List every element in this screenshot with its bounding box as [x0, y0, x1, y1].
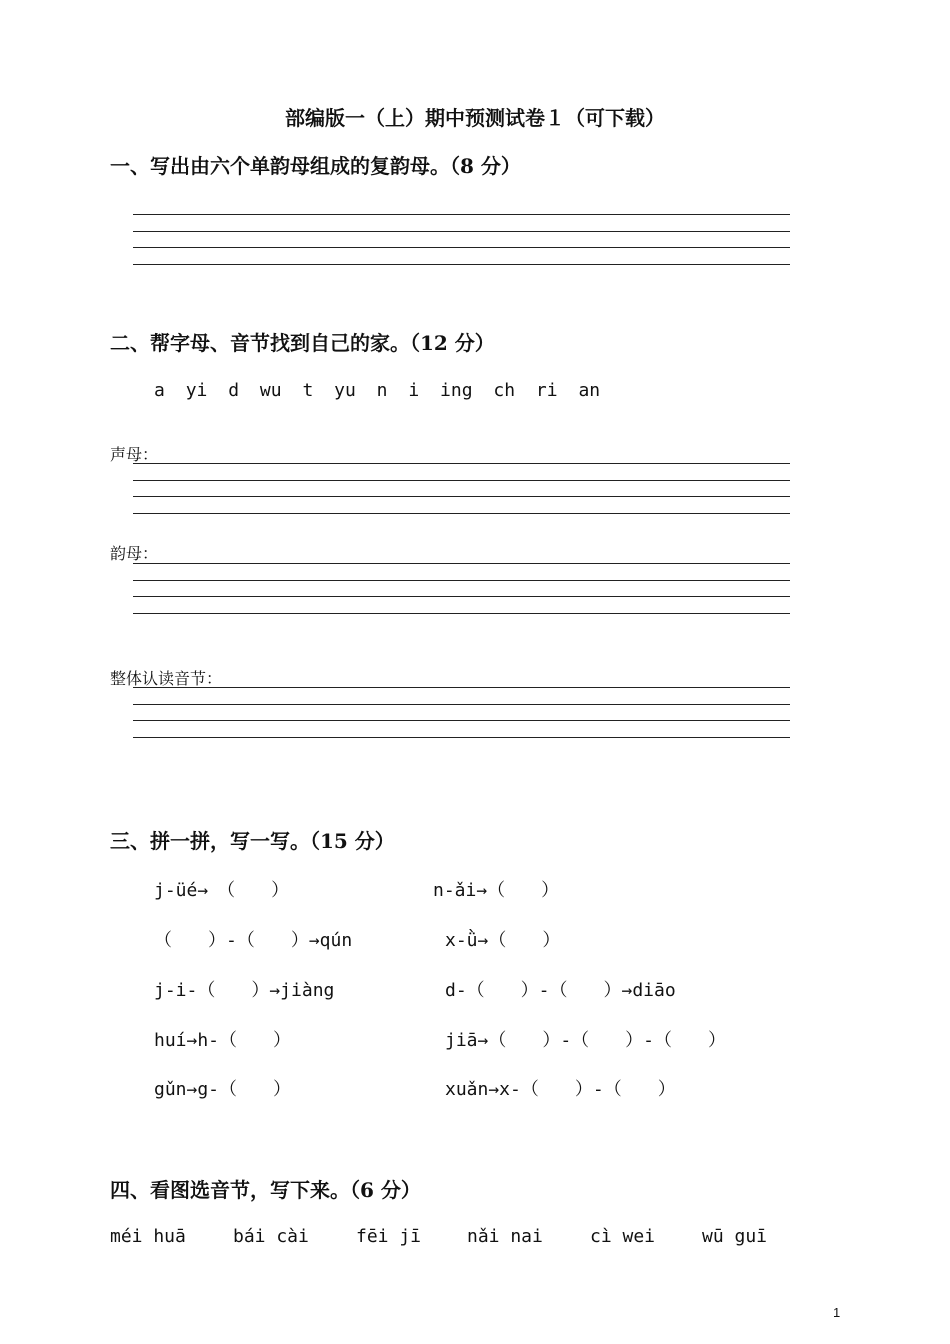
- answer-line: [133, 463, 790, 464]
- letter-item: n: [376, 380, 388, 401]
- exercise-right-1: n-ǎi→（ ）: [433, 880, 560, 901]
- answer-line: [133, 687, 790, 688]
- letter-list: [154, 380, 610, 401]
- exercise-left-5: gǔn→g-（ ）: [154, 1079, 292, 1100]
- letter-item: t: [302, 380, 314, 401]
- syllable-option: fēi jī: [356, 1226, 422, 1247]
- yunmu-label: 韵母：: [110, 544, 159, 563]
- exercise-right-3: d-（ ）-（ ）→diāo: [445, 980, 676, 1001]
- answer-line: [133, 513, 790, 514]
- answer-line: [133, 496, 790, 497]
- exercise-left-3: j-i-（ ）→jiàng: [154, 980, 335, 1001]
- letter-item: ch: [493, 380, 516, 401]
- section-4-heading: 四、看图选音节，写下来。（6 分）: [110, 1178, 421, 1202]
- answer-line: [133, 480, 790, 481]
- section-2-heading: 二、帮字母、音节找到自己的家。（12 分）: [110, 331, 495, 355]
- answer-line: [133, 247, 790, 248]
- letter-item: ri: [535, 380, 558, 401]
- syllable-option: méi huā: [110, 1226, 186, 1247]
- exercise-left-2: （ ）-（ ）→qún: [154, 930, 353, 951]
- exercise-right-4: jiā→（ ）-（ ）-（ ）: [445, 1030, 727, 1051]
- answer-line: [133, 613, 790, 614]
- letter-item: d: [228, 380, 240, 401]
- syllable-option: bái cài: [233, 1226, 309, 1247]
- shengmu-label: 声母：: [110, 445, 159, 464]
- section-1-heading: 一、写出由六个单韵母组成的复韵母。（8 分）: [110, 154, 521, 178]
- answer-line: [133, 580, 790, 581]
- letter-item: a: [154, 380, 165, 401]
- answer-line: [133, 704, 790, 705]
- answer-line: [133, 737, 790, 738]
- exercise-right-5: xuǎn→x-（ ）-（ ）: [445, 1079, 676, 1100]
- letter-item: i: [408, 380, 420, 401]
- answer-line: [133, 231, 790, 232]
- answer-line: [133, 563, 790, 564]
- answer-line: [133, 720, 790, 721]
- letter-item: an: [578, 380, 601, 401]
- page-number: 1: [833, 1305, 841, 1320]
- exercise-right-2: x-ǜ→（ ）: [445, 930, 561, 951]
- answer-line: [133, 214, 790, 215]
- syllable-option: cì wei: [590, 1226, 656, 1247]
- syllable-option: wū guī: [702, 1226, 768, 1247]
- answer-line: [133, 264, 790, 265]
- section-3-heading: 三、拼一拼，写一写。（15 分）: [110, 829, 395, 853]
- zhengti-label: 整体认读音节：: [110, 669, 223, 688]
- exercise-left-1: j-üé→ （ ）: [154, 880, 290, 901]
- letter-item: ing: [440, 380, 473, 401]
- letter-item: wu: [259, 380, 282, 401]
- syllable-option: nǎi nai: [467, 1226, 543, 1247]
- letter-item: yi: [185, 380, 208, 401]
- page-title: 部编版一（上）期中预测试卷１（可下载）: [285, 106, 665, 130]
- exercise-left-4: huí→h-（ ）: [154, 1030, 292, 1051]
- answer-line: [133, 596, 790, 597]
- letter-item: yu: [334, 380, 356, 401]
